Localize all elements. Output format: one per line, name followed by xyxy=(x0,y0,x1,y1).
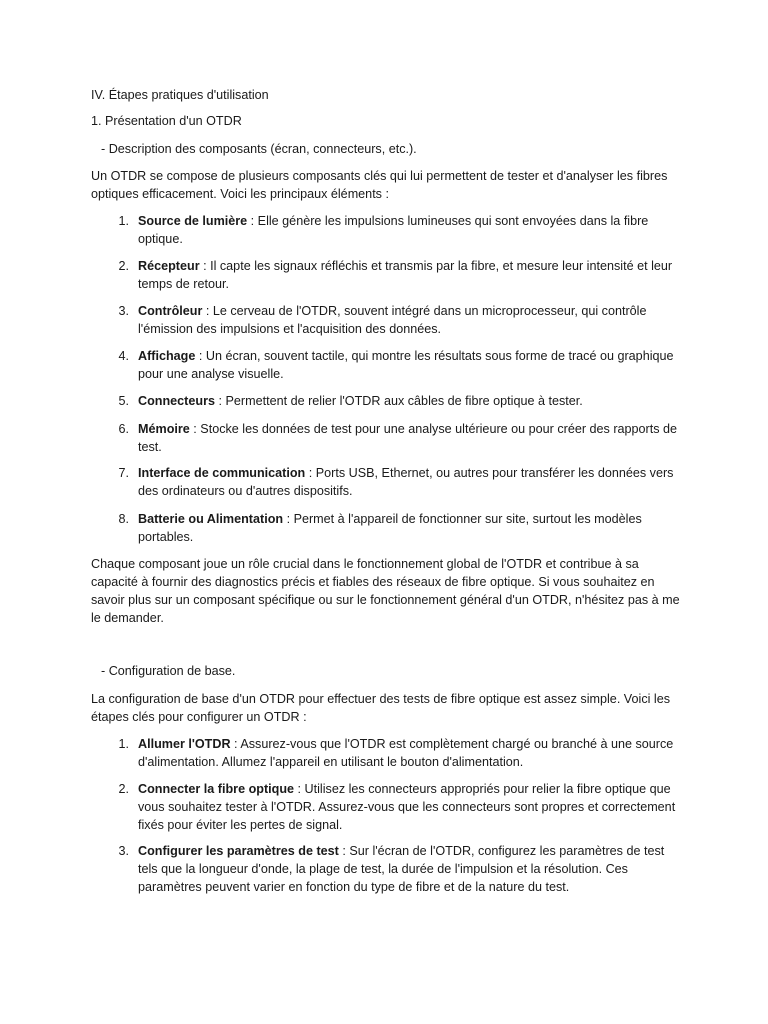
list-term: Connecter la fibre optique xyxy=(138,782,295,796)
list-number: 5. xyxy=(118,394,129,408)
intro-configuration: La configuration de base d'un OTDR pour effectuer des tests de fibre optique est assez simple. Voici les étapes clés pour configurer un OTDR : xyxy=(91,692,671,724)
list-term: Connecteurs xyxy=(138,394,215,408)
list-text xyxy=(138,420,683,456)
list-term: Récepteur xyxy=(138,259,200,273)
conclusion-components: Chaque composant joue un rôle crucial dans le fonctionnement global de l'OTDR et contribue à sa capacité à fournir des diagnostics précis et fiables des réseaux de fibre optique. Si vous souhaitez en savoir plus sur un composant spécifique ou sur le fonctionnement général d'un OTDR, n'hésitez pas à me le demander. xyxy=(91,557,680,625)
list-text xyxy=(138,302,683,338)
list-desc: : Sur l'écran de l'OTDR, configurez les paramètres de test tels que la longueur d'onde, la plage de test, la durée de l'impulsion et la résolution. Ces paramètres peuvent varier en fonction du type de fibre et de la nature du test. xyxy=(138,844,665,894)
list-desc: : Assurez-vous que l'OTDR est complètement chargé ou branché à une source d'alimentation. Allumez l'appareil en utilisant le bouton d'alimentation. xyxy=(138,737,674,769)
intro-components: Un OTDR se compose de plusieurs composants clés qui lui permettent de tester et d'analyser les fibres optiques efficacement. Voici les principaux éléments : xyxy=(91,169,668,201)
topic-configuration: - Configuration de base. xyxy=(101,664,236,678)
list-desc: : Utilisez les connecteurs appropriés pour relier la fibre optique que vous souhaitez tester à l'OTDR. Assurez-vous que les connecteurs sont propres et correctement fixés pour éviter les pertes de signal. xyxy=(138,782,676,832)
list-text xyxy=(138,257,683,293)
list-desc: : Il capte les signaux réfléchis et transmis par la fibre, et mesure leur intensité et leur temps de retour. xyxy=(138,259,673,291)
list-desc: : Permettent de relier l'OTDR aux câbles de fibre optique à tester. xyxy=(214,394,583,408)
list-desc: : Le cerveau de l'OTDR, souvent intégré dans un microprocesseur, qui contrôle l'émission des impulsions et l'acquisition des données. xyxy=(138,304,647,336)
topic-components: - Description des composants (écran, connecteurs, etc.). xyxy=(101,142,417,156)
list-desc: : Ports USB, Ethernet, ou autres pour transférer les données vers des ordinateurs ou d'autres dispositifs. xyxy=(138,466,674,498)
section-title: IV. Étapes pratiques d'utilisation xyxy=(91,88,269,102)
list-number: 3. xyxy=(118,844,129,858)
list-desc: : Permet à l'appareil de fonctionner sur site, surtout les modèles portables. xyxy=(138,512,642,544)
list-term: Allumer l'OTDR xyxy=(138,737,231,751)
list-term: Interface de communication xyxy=(138,466,306,480)
list-number: 7. xyxy=(118,466,129,480)
list-text xyxy=(138,347,683,383)
subsection-title: 1. Présentation d'un OTDR xyxy=(91,114,242,128)
list-number: 6. xyxy=(118,422,129,436)
list-number: 1. xyxy=(118,214,129,228)
list-term: Batterie ou Alimentation xyxy=(138,512,284,526)
list-term: Configurer les paramètres de test xyxy=(138,844,339,858)
list-desc: : Un écran, souvent tactile, qui montre les résultats sous forme de tracé ou graphique pour une analyse visuelle. xyxy=(138,349,674,381)
list-text xyxy=(138,735,683,771)
list-number: 2. xyxy=(118,259,129,273)
list-number: 4. xyxy=(118,349,129,363)
list-term: Contrôleur xyxy=(138,304,203,318)
list-term: Source de lumière xyxy=(138,214,248,228)
list-term: Affichage xyxy=(138,349,196,363)
list-text xyxy=(138,842,683,896)
list-desc: : Stocke les données de test pour une analyse ultérieure ou pour créer des rapports de test. xyxy=(138,422,678,454)
list-text xyxy=(138,464,683,500)
list-text xyxy=(138,780,683,834)
list-term: Mémoire xyxy=(138,422,190,436)
list-text xyxy=(138,212,683,248)
list-text xyxy=(138,510,683,546)
list-desc: : Elle génère les impulsions lumineuses qui sont envoyées dans la fibre optique. xyxy=(138,214,649,246)
list-text xyxy=(138,392,683,410)
list-number: 2. xyxy=(118,782,129,796)
list-number: 1. xyxy=(118,737,129,751)
list-number: 3. xyxy=(118,304,129,318)
list-number: 8. xyxy=(118,512,129,526)
